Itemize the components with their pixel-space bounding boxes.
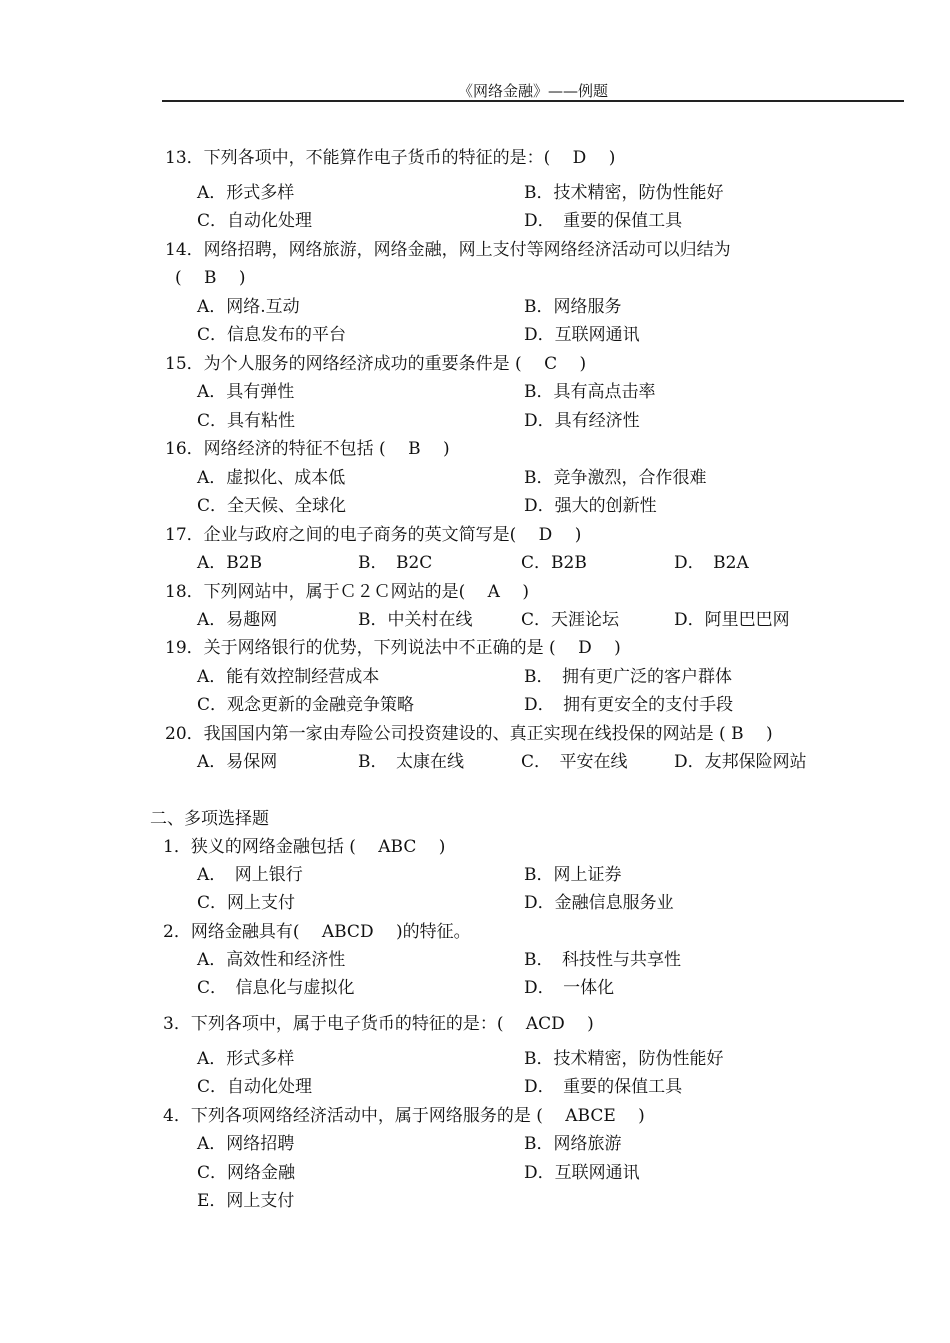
question-14-stem: 14．网络招聘，网络旅游，网络金融，网上支付等网络经济活动可以归结为 [165, 240, 731, 260]
option: D． 重要的保值工具 [524, 1077, 683, 1097]
option: B．中关村在线 [358, 610, 473, 630]
page-header: 《网络金融》——例题 [457, 82, 608, 100]
option: C．网络金融 [197, 1163, 296, 1183]
question-15-stem: 15．为个人服务的网络经济成功的重要条件是 ( C ) [165, 354, 587, 374]
option: B． 太康在线 [358, 752, 464, 772]
multi-question-3-stem: 3．下列各项中，属于电子货币的特征的是：( ACD ) [163, 1014, 594, 1034]
option: D．具有经济性 [524, 411, 640, 431]
question-19-stem: 19．关于网络银行的优势，下列说法中不正确的是 ( D ) [165, 638, 621, 658]
question-17-stem: 17．企业与政府之间的电子商务的英文简写是( D ) [165, 525, 582, 545]
option: C．具有粘性 [197, 411, 296, 431]
option: C．自动化处理 [197, 211, 313, 231]
option: D．互联网通讯 [524, 1163, 640, 1183]
option: B．技术精密，防伪性能好 [524, 1049, 724, 1069]
section-title: 二、多项选择题 [150, 809, 269, 829]
option: D．互联网通讯 [524, 325, 640, 345]
option: A．网络.互动 [197, 297, 300, 317]
option: A．易趣网 [197, 610, 278, 630]
option: A．虚拟化、成本低 [197, 468, 346, 488]
question-20-stem: 20．我国国内第一家由寿险公司投资建设的、真正实现在线投保的网站是 ( B ) [165, 724, 773, 744]
option: C．自动化处理 [197, 1077, 313, 1097]
option: D．友邦保险网站 [674, 752, 807, 772]
option: B．网络服务 [524, 297, 622, 317]
option: C． 平安在线 [521, 752, 628, 772]
option: A．网络招聘 [197, 1134, 295, 1154]
option: A．形式多样 [197, 1049, 295, 1069]
option: D．阿里巴巴网 [674, 610, 790, 630]
option: B．网络旅游 [524, 1134, 622, 1154]
option: B．网上证券 [524, 865, 622, 885]
option: A．能有效控制经营成本 [197, 667, 380, 687]
option: B．具有高点击率 [524, 382, 656, 402]
question-18-stem: 18．下列网站中，属于Ｃ２Ｃ网站的是( A ) [165, 582, 529, 602]
option: B．竞争激烈，合作很难 [524, 468, 707, 488]
option: C． 信息化与虚拟化 [197, 978, 355, 998]
option: B． B2C [358, 553, 433, 573]
option: A．B2B [197, 553, 263, 573]
multi-question-4-stem: 4．下列各项网络经济活动中，属于网络服务的是 ( ABCE ) [163, 1106, 645, 1126]
multi-question-2-stem: 2．网络金融具有( ABCD )的特征。 [163, 922, 471, 942]
option: B． 拥有更广泛的客户群体 [524, 667, 732, 687]
option: A．高效性和经济性 [197, 950, 346, 970]
option: C．网上支付 [197, 893, 296, 913]
header-rule [162, 100, 904, 102]
option: A．形式多样 [197, 183, 295, 203]
option: B．技术精密，防伪性能好 [524, 183, 724, 203]
option: C．天涯论坛 [521, 610, 620, 630]
option: D． 重要的保值工具 [524, 211, 683, 231]
option: D． 一体化 [524, 978, 615, 998]
option: A．具有弹性 [197, 382, 295, 402]
option: D．强大的创新性 [524, 496, 657, 516]
option: D． B2A [674, 553, 749, 573]
option: E．网上支付 [197, 1191, 295, 1211]
question-14-answer: ( B ) [175, 268, 246, 288]
option: B． 科技性与共享性 [524, 950, 681, 970]
option: D． 拥有更安全的支付手段 [524, 695, 734, 715]
option: C．B2B [521, 553, 587, 573]
question-16-stem: 16．网络经济的特征不包括 ( B ) [165, 439, 450, 459]
option: C．信息发布的平台 [197, 325, 347, 345]
multi-question-1-stem: 1．狭义的网络金融包括 ( ABC ) [163, 837, 446, 857]
option: C．全天候、全球化 [197, 496, 347, 516]
option: A． 网上银行 [197, 865, 303, 885]
option: A．易保网 [197, 752, 278, 772]
question-13-stem: 13．下列各项中，不能算作电子货币的特征的是：( D ) [165, 148, 616, 168]
option: C．观念更新的金融竞争策略 [197, 695, 415, 715]
option: D．金融信息服务业 [524, 893, 674, 913]
